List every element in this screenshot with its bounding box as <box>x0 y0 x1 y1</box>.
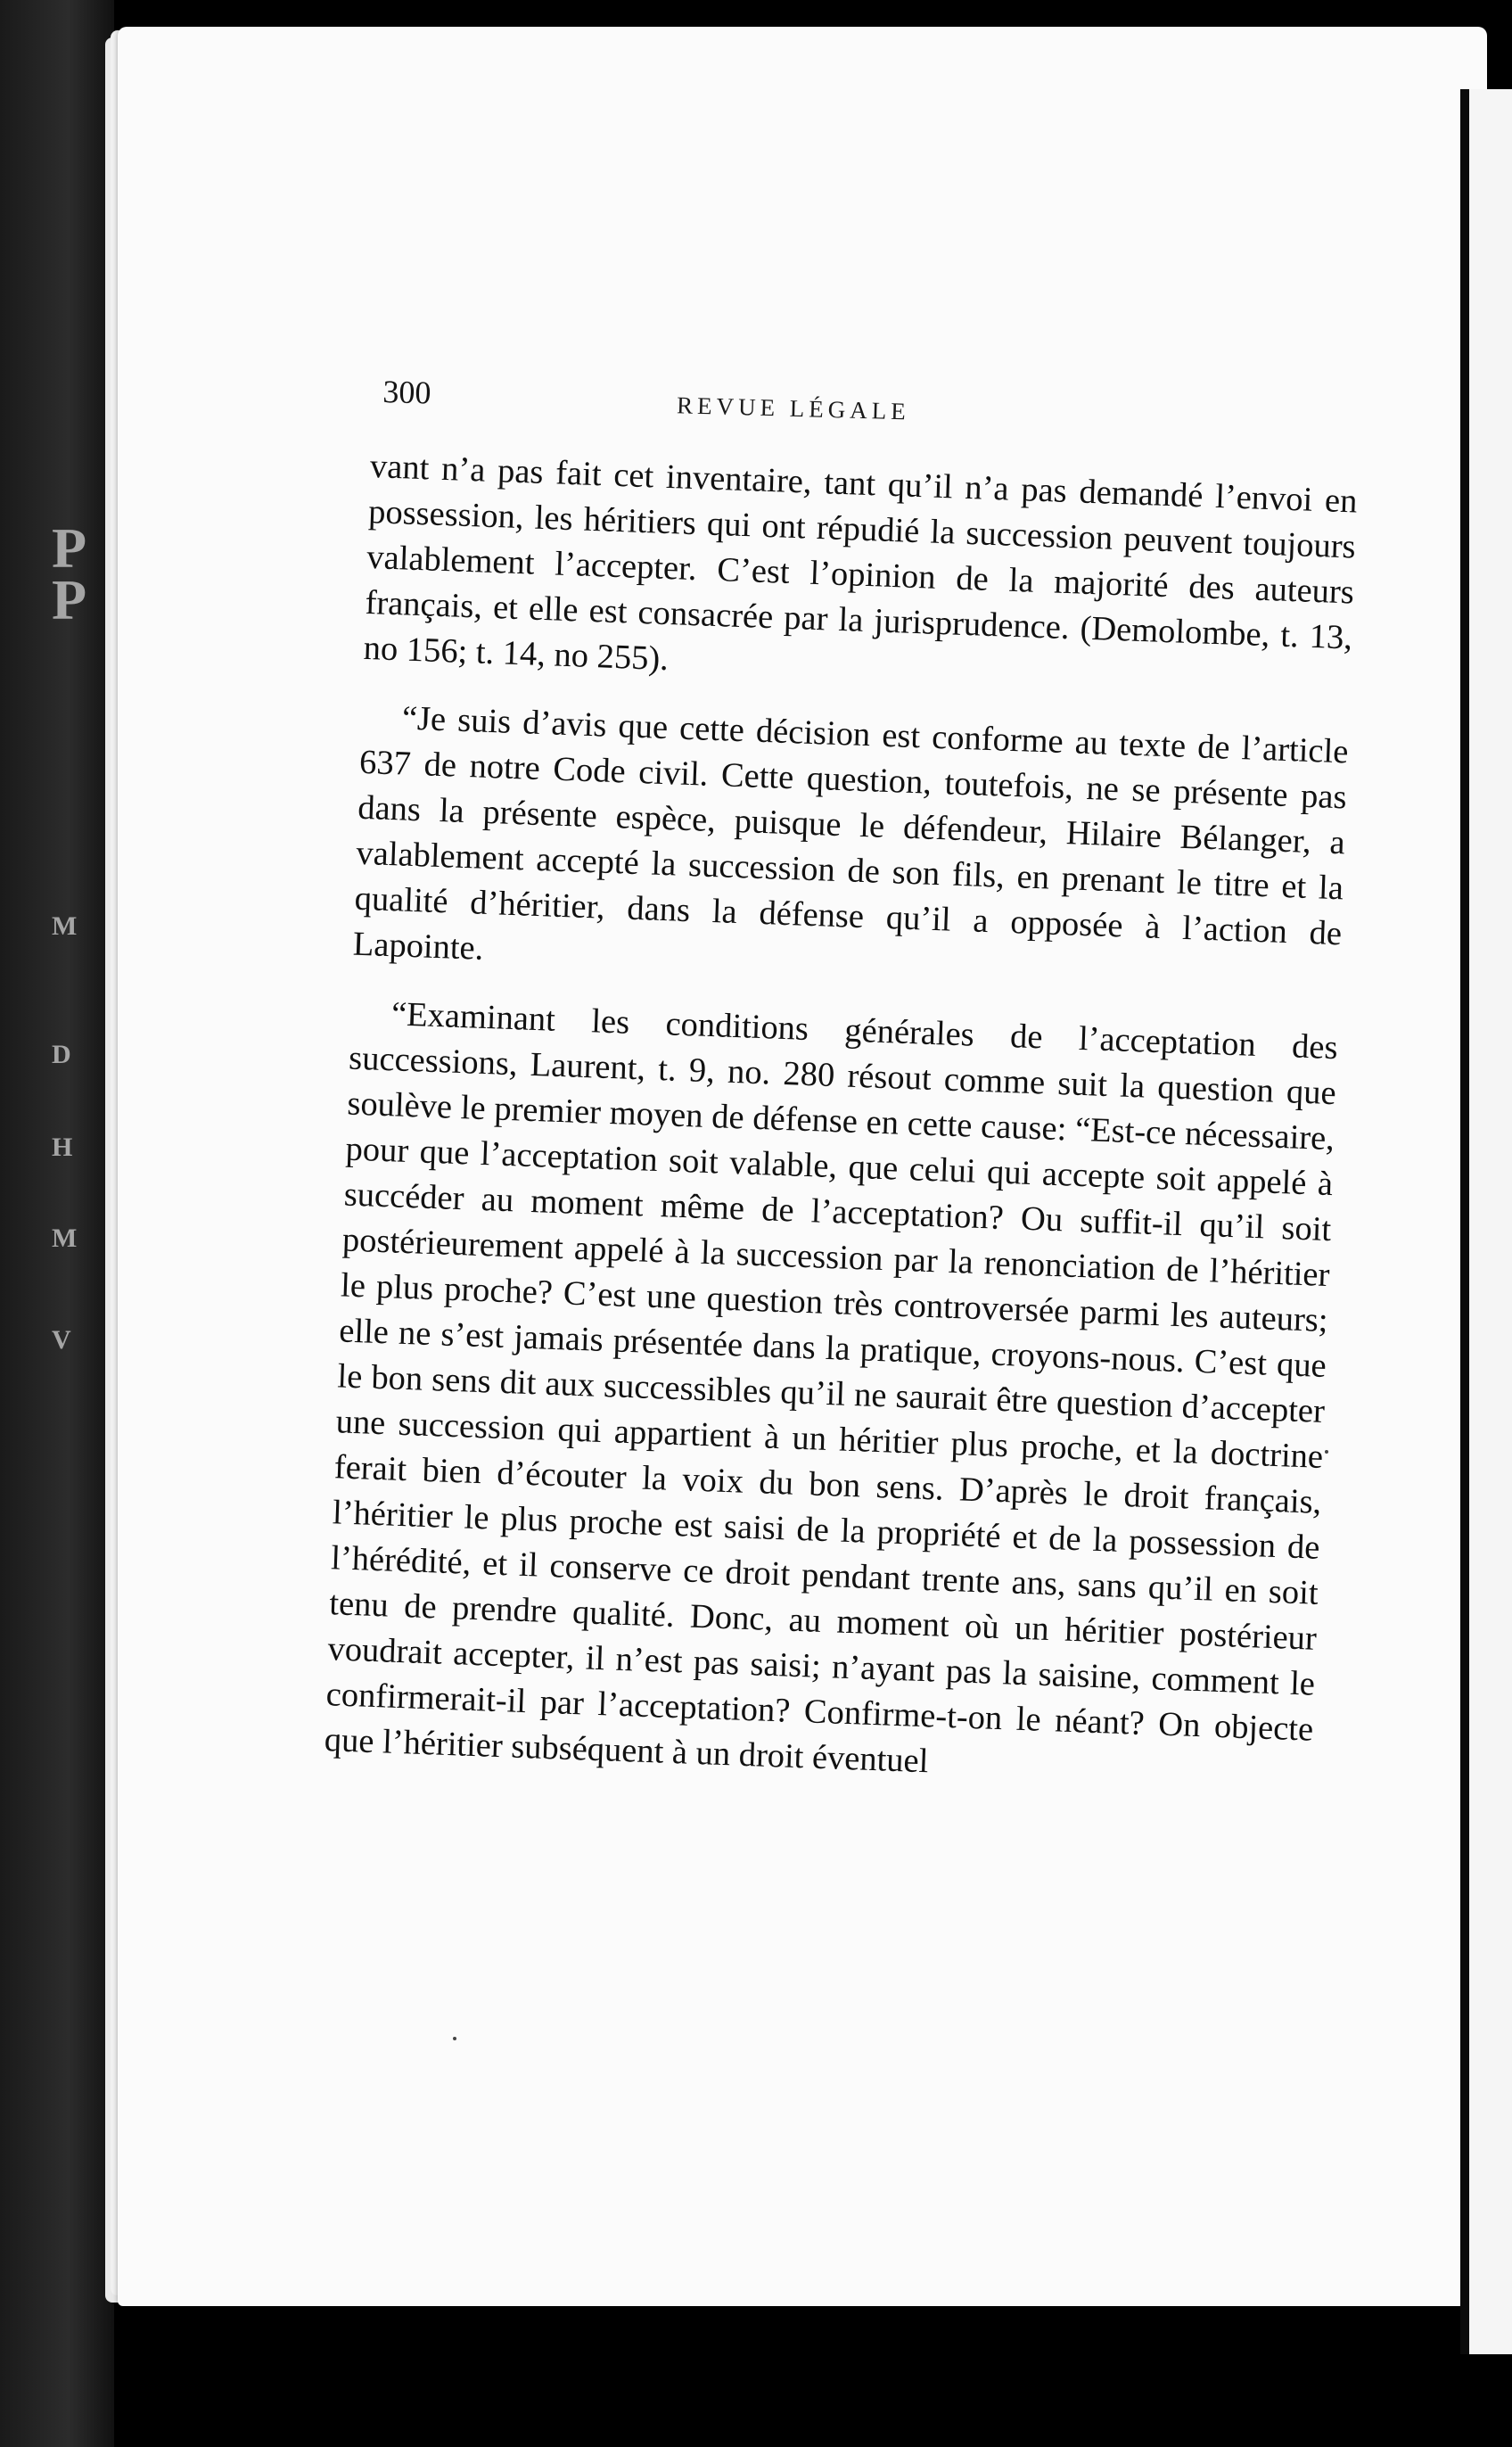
scan-speck <box>1325 1450 1328 1454</box>
paragraph: vant n’a pas fait cet inventaire, tant qu’il n’a pas demandé l’envoi en possession, les héritiers qui ont répudié la succession peuvent toujours valablement l’accepter. C’est l’opinion de la majorité des auteurs français, et elle est consacrée par la jurisprudence. (Demolombe, t. 13, no 156; t. 14, no 255). <box>363 447 1359 679</box>
running-title: REVUE LÉGALE <box>676 391 911 425</box>
adjacent-page-strip <box>0 0 114 2447</box>
paragraph: “Je suis d’avis que cette décision est conforme au texte de l’article 637 de notre Code civil. Cette question, toutefois, ne se présente pas dans la présente espèce, puisque le défendeur, Hilaire Bélanger, a valablement accepté la succession de son fils, en prenant le titre et la qualité d’héritier, dans la défense qu’il a opposée à l’action de Lapointe. <box>352 699 1350 968</box>
margin-letter: D <box>52 1040 71 1069</box>
body-text <box>324 444 1358 1799</box>
margin-letter: M <box>52 1224 78 1253</box>
facing-page-edge <box>1460 89 1512 2354</box>
scan-speck <box>453 2037 456 2040</box>
paragraph: “Examinant les conditions générales de l’acceptation des successions, Laurent, t. 9, no. 280 résout comme suit la question que soulève le premier moyen de défense en cette cause: “Est-ce nécessaire, pour que l’acceptation soit valable, que celui qui accepte soit appelé à succéder au moment même de l’acceptation? Ou suffit-il qu’il soit postérieurement appelé à la succession par la renonciation de l’héritier le plus proche? C’est une question très controversée parmi les auteurs; elle ne s’est jamais présentée dans la pratique, croyons-nous. C’est que le bon sens dit aux successibles qu’il ne saurait être question d’accepter une succession qui appartient à un héritier plus proche, et la doctrine ferait bien d’écouter la voix du bon sens. D’après le droit français, l’héritier le plus proche est saisi de la propriété et de la possession de l’hérédité, et il conserve ce droit pendant trente ans, sans qu’il en soit tenu de prendre qualité. Donc, au moment où un héritier postérieur voudrait accepter, il n’est pas saisi; n’ayant pas la saisine, comment le confirmerait-il par l’acceptation? Confirme-t-on le néant? On objecte que l’héritier subséquent à un droit éventuel <box>324 995 1339 1781</box>
margin-letter: H <box>52 1133 73 1162</box>
page-number: 300 <box>382 373 431 411</box>
margin-letter: P <box>52 516 87 580</box>
margin-letter: P <box>52 568 87 631</box>
margin-letter: V <box>52 1325 71 1355</box>
margin-letter: M <box>52 911 78 941</box>
